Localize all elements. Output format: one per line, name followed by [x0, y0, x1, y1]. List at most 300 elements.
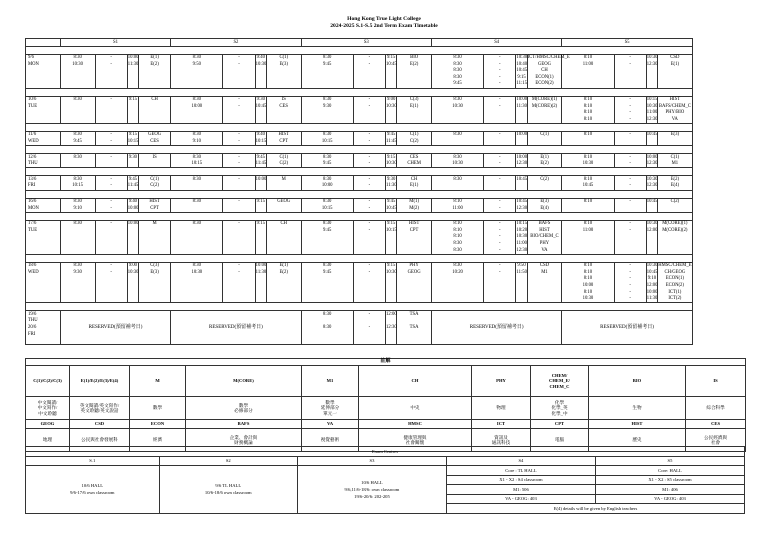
end-time: 11:50	[516, 269, 527, 275]
start-time: 8:30	[171, 176, 223, 183]
key-title: 註解	[26, 359, 746, 366]
subject-code: M(1)	[397, 198, 432, 205]
subject-code: PHY/BIO	[657, 110, 692, 117]
timetable-row	[26, 61, 745, 68]
end-time	[646, 205, 657, 212]
end-time: 10:45	[516, 68, 528, 74]
start-time: 10:30	[562, 296, 614, 303]
time-dash	[614, 234, 646, 241]
time-dash: -	[614, 131, 646, 138]
subject-code: IS	[138, 154, 170, 161]
start-time: 9:45	[301, 61, 353, 68]
time-dash	[95, 227, 127, 234]
exam-centre-s2: 9/6 TL HALL 10/6-18/6 own classroom	[159, 466, 297, 514]
day-weekday: TUE	[26, 227, 61, 234]
start-time	[171, 240, 223, 247]
start-time: 8:30	[432, 262, 484, 269]
subject-code: C(1)	[527, 131, 562, 138]
end-time	[386, 234, 397, 241]
start-time	[301, 240, 353, 247]
end-time	[255, 282, 266, 289]
subject-code: BAFS/CHEM_C	[658, 103, 691, 109]
end-time: 10:30	[646, 176, 658, 182]
form-header: S3	[301, 39, 431, 47]
exam-centre-s5-line: VA - GEOG: 403	[595, 494, 744, 504]
subject-code	[657, 139, 692, 146]
time-dash: -	[95, 139, 127, 146]
end-time: 9:40	[256, 55, 265, 61]
time-dash: -	[223, 161, 255, 168]
time-dash	[484, 276, 516, 283]
subject-code	[138, 74, 170, 81]
end-time: 10:00	[516, 132, 528, 138]
key-title-row	[26, 359, 746, 366]
time-dash	[353, 68, 385, 75]
subject-code: E(1)	[527, 154, 562, 161]
reserved-date: 20/6	[26, 324, 61, 331]
spacer-cell	[26, 168, 693, 176]
subject-code: C(3)	[138, 262, 170, 269]
subject-code: CHEM/ CHEM_E/ CHEM_C	[531, 366, 589, 397]
time-dash	[353, 234, 385, 241]
time-dash: -	[353, 324, 385, 331]
start-time	[562, 74, 614, 81]
subject-code	[138, 116, 170, 123]
day-blank	[26, 276, 61, 283]
timetable-row	[26, 198, 745, 205]
time-dash: -	[353, 54, 385, 61]
start-time: 9:50	[171, 61, 223, 68]
time-dash: -	[484, 205, 516, 212]
subject-code	[266, 289, 301, 296]
start-time: 10:15	[171, 161, 223, 168]
time-dash: -	[614, 262, 646, 269]
start-time	[301, 247, 353, 254]
day-blank	[26, 338, 61, 345]
start-time	[301, 110, 353, 117]
start-time	[171, 227, 223, 234]
end-time: 10:30	[255, 61, 267, 67]
spacer-cell	[26, 46, 693, 54]
time-dash	[95, 110, 127, 117]
subject-code: ICT(1)	[657, 289, 692, 296]
end-time	[127, 282, 138, 289]
subject-code: E(2)	[657, 176, 692, 183]
start-time: 8:30	[301, 54, 353, 61]
reserved-label: RESERVED(預留補考日)	[432, 311, 562, 345]
subject-code: M1	[302, 366, 359, 397]
time-dash: -	[223, 198, 255, 205]
end-time: 9:15	[386, 221, 396, 227]
exam-centre-footnote: E(4) details will be given by English teachers	[446, 504, 744, 514]
start-time	[171, 296, 223, 303]
end-time: 10:15	[386, 227, 397, 233]
exam-centres-header-row	[26, 456, 745, 466]
start-time: 10:00	[562, 282, 614, 289]
subject-code: CH	[359, 366, 472, 397]
timetable-row	[26, 131, 745, 138]
start-time	[432, 183, 484, 190]
time-dash: -	[95, 54, 127, 61]
start-time	[60, 282, 95, 289]
end-time: 10:30	[646, 263, 658, 269]
day-blank	[26, 289, 61, 296]
subject-code: C(2)	[527, 176, 562, 183]
subject-code: C(1)	[138, 176, 170, 183]
subject-code	[266, 247, 301, 254]
end-time	[127, 234, 138, 241]
end-time	[516, 139, 527, 146]
timetable-row	[26, 262, 745, 269]
time-dash	[614, 247, 646, 254]
start-time: 9:30	[301, 103, 353, 110]
start-time: 8:30	[171, 96, 223, 103]
day-weekday: MON	[26, 205, 61, 212]
time-dash: -	[95, 205, 127, 212]
end-time: 10:45	[255, 103, 267, 109]
subject-code: E(3)	[657, 131, 692, 138]
time-dash: -	[95, 198, 127, 205]
time-dash: -	[353, 176, 385, 183]
start-time	[60, 74, 95, 81]
end-time: 12:30	[646, 61, 658, 67]
end-time	[646, 139, 657, 146]
day-weekday: THU	[26, 161, 61, 168]
timetable-row	[26, 282, 745, 289]
timetable-row	[26, 96, 745, 103]
start-time: 8:10	[432, 227, 484, 234]
end-time: 9:15	[256, 221, 265, 227]
subject-code	[266, 74, 301, 81]
end-time	[127, 81, 138, 88]
subject-code: HIST	[138, 198, 170, 205]
blank-cell	[386, 331, 397, 338]
subject-code	[527, 183, 562, 190]
start-time: 8:30	[301, 311, 353, 318]
start-time	[171, 205, 223, 212]
blank-cell	[386, 338, 397, 345]
day-date: 17/6	[26, 220, 61, 227]
time-dash: -	[484, 96, 516, 103]
subject-code	[527, 276, 562, 283]
start-time: 8:30	[301, 262, 353, 269]
timetable-row	[26, 110, 745, 117]
time-dash: -	[484, 269, 516, 276]
start-time: 8:30	[301, 324, 353, 331]
time-dash: -	[484, 81, 516, 88]
subject-code	[138, 247, 170, 254]
start-time: 8:10	[432, 220, 484, 227]
time-dash: -	[484, 220, 516, 227]
start-time: 10:30	[171, 269, 223, 276]
time-dash: -	[614, 176, 646, 183]
subject-name: 健康管理與 社會關懷	[359, 429, 472, 452]
subject-code: HIST	[397, 220, 432, 227]
start-time	[171, 110, 223, 117]
time-dash	[614, 205, 646, 212]
end-time: 10:45	[516, 176, 528, 182]
form-header: S5	[562, 39, 692, 47]
end-time	[386, 68, 397, 75]
start-time: 8:30	[171, 198, 223, 205]
end-time: 12:00	[646, 282, 658, 288]
timetable-row	[26, 81, 745, 88]
end-time: 12:30	[646, 183, 658, 189]
start-time	[301, 276, 353, 283]
timetable-row	[26, 54, 745, 61]
subject-code	[397, 81, 432, 88]
end-time	[127, 276, 138, 283]
exam-centres	[25, 446, 745, 514]
blank-cell	[301, 331, 353, 338]
start-time	[562, 81, 614, 88]
spacer-cell	[26, 303, 693, 311]
time-dash	[95, 276, 127, 283]
subject-code	[527, 139, 562, 146]
subject-name: 生物	[589, 397, 686, 420]
end-time	[127, 110, 138, 117]
time-dash: -	[353, 262, 385, 269]
exam-centre-s3: 10/6 HALL 9/6,11/6-18/6: own classroom 19/6-20/6: 202-205	[297, 466, 446, 514]
time-dash: -	[353, 183, 385, 190]
end-time: 9:10	[647, 276, 657, 282]
start-time: 8:30	[301, 198, 353, 205]
time-dash: -	[353, 198, 385, 205]
subject-code	[527, 296, 562, 303]
end-time	[255, 110, 266, 117]
start-time	[171, 282, 223, 289]
end-time: 9:15	[256, 199, 265, 204]
timetable-row	[26, 176, 745, 183]
start-time: 9:45	[301, 269, 353, 276]
subject-code: VA	[657, 116, 692, 123]
subject-code: HMSC/CHEM_E	[658, 263, 692, 269]
subject-code	[138, 276, 170, 283]
subject-code: VA	[302, 420, 359, 429]
end-time	[127, 240, 138, 247]
start-time: 10:30	[432, 161, 484, 168]
subject-key	[25, 358, 746, 452]
start-time: 8:30	[60, 176, 95, 183]
subject-code	[397, 116, 432, 123]
start-time: 8:30	[301, 154, 353, 161]
time-dash	[95, 282, 127, 289]
end-time: 9:30	[386, 176, 396, 182]
timetable-row	[26, 116, 745, 123]
day-date: 12/6	[26, 154, 61, 161]
start-time	[60, 116, 95, 123]
end-time: 9:45	[386, 132, 396, 138]
end-time: 10:00	[516, 154, 528, 160]
end-time: 12:30	[646, 116, 658, 122]
spacer-row	[26, 212, 745, 220]
time-dash	[614, 240, 646, 247]
time-dash: -	[353, 61, 385, 68]
day-weekday: WED	[26, 139, 61, 146]
start-time: 8:30	[60, 154, 95, 161]
time-dash: -	[484, 154, 516, 161]
subject-code: E(4)	[527, 205, 562, 212]
subject-code: ECON(1)	[657, 276, 692, 283]
start-time	[562, 205, 614, 212]
subject-name: 中文閱讀/ 中文寫作/ 中文聆聽	[26, 397, 70, 420]
exam-centres-row	[26, 466, 745, 476]
start-time: 8:30	[60, 131, 95, 138]
time-dash	[353, 240, 385, 247]
exam-centres-title-row	[26, 447, 745, 457]
start-time: 8:30	[432, 240, 484, 247]
day-date: 18/6	[26, 262, 61, 269]
time-dash: -	[95, 131, 127, 138]
subject-code: M1	[527, 269, 562, 276]
end-time	[255, 68, 266, 75]
start-time: 8:30	[432, 176, 484, 183]
time-dash	[614, 68, 646, 75]
subject-code	[266, 240, 301, 247]
end-time	[646, 247, 657, 254]
subject-code	[657, 240, 692, 247]
start-time: 10:15	[301, 139, 353, 146]
subject-code: ECON(2)	[527, 81, 562, 88]
subject-code: ECON(1)	[527, 74, 562, 81]
end-time	[386, 247, 397, 254]
time-dash	[95, 289, 127, 296]
start-time: 8:10	[432, 198, 484, 205]
timetable-row	[26, 68, 745, 75]
start-time	[562, 234, 614, 241]
start-time: 9:45	[301, 227, 353, 234]
form-header: S1	[60, 39, 171, 47]
end-time	[386, 74, 397, 81]
subject-code: BAFS	[527, 220, 562, 227]
subject-code: HIST	[266, 131, 301, 138]
time-dash	[223, 110, 255, 117]
end-time: 9:15	[128, 97, 138, 103]
subject-name: 電腦	[531, 429, 589, 452]
start-time: 8:10	[562, 116, 614, 123]
time-dash: -	[484, 68, 516, 75]
subject-code	[657, 74, 692, 81]
subject-code: M(CORE)(2)	[527, 103, 562, 110]
day-weekday: MON	[26, 61, 61, 68]
start-time: 9:45	[60, 139, 95, 146]
subject-code: C(1)	[657, 154, 692, 161]
timetable-row	[26, 161, 745, 168]
day-blank	[26, 296, 61, 303]
end-time: 12:30	[516, 247, 528, 253]
time-dash: -	[484, 262, 516, 269]
subject-name: 地理	[26, 429, 70, 452]
time-dash	[223, 234, 255, 241]
reserved-label: RESERVED(預留補考日)	[171, 311, 301, 345]
time-dash: -	[223, 269, 255, 276]
blank-cell	[397, 338, 432, 345]
spacer-cell	[26, 212, 693, 220]
end-time	[255, 227, 266, 234]
time-dash	[95, 234, 127, 241]
day-date: 9/6	[26, 54, 61, 61]
start-time	[562, 240, 614, 247]
end-time: 9:45	[386, 199, 396, 204]
end-time	[646, 81, 657, 88]
start-time: 8:30	[60, 198, 95, 205]
time-dash: -	[484, 247, 516, 254]
start-time: 8:30	[171, 220, 223, 227]
end-time	[516, 110, 527, 117]
time-dash: -	[484, 61, 516, 68]
end-time	[386, 110, 397, 117]
end-time: 12:30	[646, 161, 658, 167]
time-dash: -	[223, 96, 255, 103]
time-dash: -	[95, 220, 127, 227]
blank-cell	[353, 331, 385, 338]
time-dash: -	[353, 103, 385, 110]
day-header	[26, 39, 61, 47]
start-time: 10:20	[432, 269, 484, 276]
start-time	[301, 296, 353, 303]
subject-code	[397, 74, 432, 81]
subject-code	[266, 234, 301, 241]
subject-name: 綜合科學	[686, 397, 746, 420]
subject-code: HIST	[657, 96, 692, 103]
time-dash: -	[484, 176, 516, 183]
subject-code: CH/GEOG	[657, 269, 692, 276]
reserved-row	[26, 311, 745, 318]
end-time: 10:45	[386, 61, 397, 67]
subject-name: 資訊及 通訊科技	[472, 429, 531, 452]
end-time: 12:00	[646, 227, 658, 233]
subject-code: PHY	[527, 240, 562, 247]
end-time: 9:00	[128, 263, 138, 269]
subject-code: GEOG	[397, 269, 432, 276]
start-time	[60, 227, 95, 234]
subject-code: TSA	[397, 311, 432, 318]
end-time	[386, 296, 397, 303]
end-time: 10:00	[646, 289, 658, 295]
subject-code	[266, 81, 301, 88]
subject-code: M(2)	[397, 205, 432, 212]
time-dash	[484, 110, 516, 117]
time-dash: -	[614, 96, 646, 103]
end-time: 10:45	[646, 199, 658, 204]
key-code-row	[26, 366, 746, 397]
subject-code: E(1)	[138, 54, 170, 61]
time-dash	[614, 74, 646, 81]
start-time: 10:15	[301, 205, 353, 212]
end-time: 10:00	[127, 221, 139, 227]
end-time: 10:00	[255, 176, 267, 182]
time-dash	[353, 276, 385, 283]
time-dash: -	[614, 282, 646, 289]
exam-centres-form: S2	[159, 456, 297, 466]
start-time	[301, 81, 353, 88]
time-dash	[95, 74, 127, 81]
start-time: 9:45	[432, 81, 484, 88]
time-dash	[614, 81, 646, 88]
start-time: 8:10	[562, 269, 614, 276]
time-dash: -	[95, 269, 127, 276]
blank-cell	[353, 338, 385, 345]
end-time: 11:30	[646, 296, 658, 302]
start-time: 8:30	[171, 54, 223, 61]
subject-code	[527, 110, 562, 117]
exam-centres-form: S4	[446, 456, 595, 466]
end-time: 10:00	[646, 154, 658, 160]
time-dash: -	[353, 269, 385, 276]
end-time	[127, 68, 138, 75]
blank-cell	[397, 318, 432, 325]
subject-code: CES	[266, 103, 301, 110]
